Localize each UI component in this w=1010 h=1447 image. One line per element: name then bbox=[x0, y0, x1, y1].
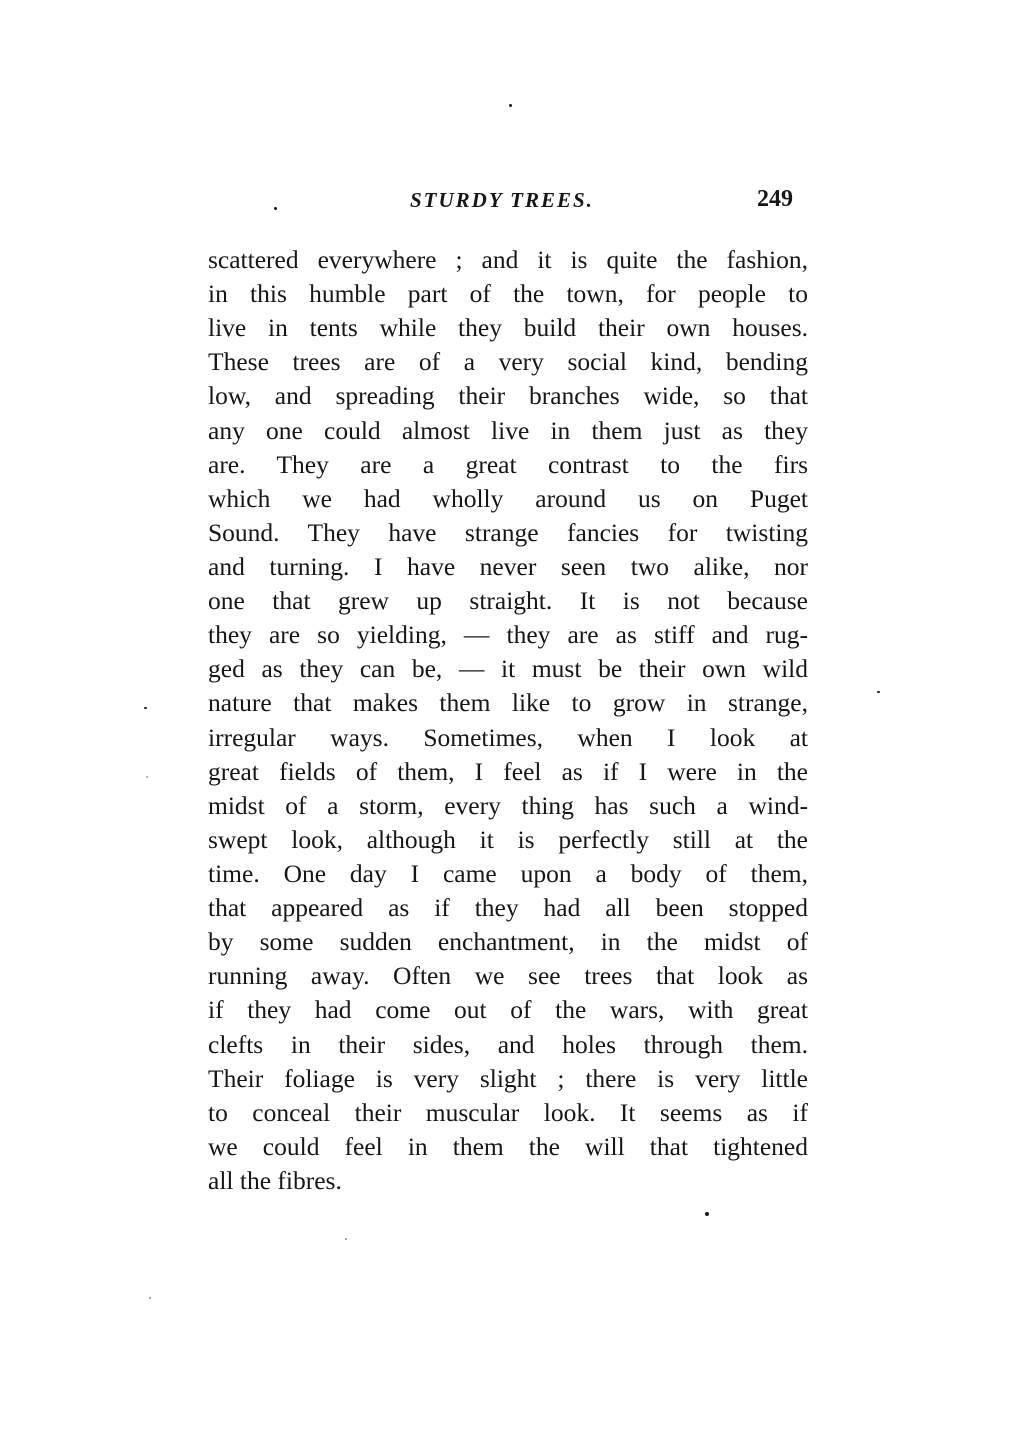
text-line: scattered everywhere ; and it is quite the fashion, bbox=[208, 245, 808, 274]
text-line: we could feel in them the will that tightened bbox=[208, 1131, 808, 1161]
text-line: great fields of them, I feel as if I were in the bbox=[208, 756, 808, 786]
scan-speck bbox=[509, 104, 512, 107]
text-line: in this humble part of the town, for people to bbox=[208, 279, 808, 309]
text-line: they are so yielding, — they are as stiff and rug- bbox=[208, 620, 808, 650]
text-line: one that grew up straight. It is not because bbox=[208, 586, 808, 616]
text-line: that appeared as if they had all been stopped bbox=[208, 893, 808, 923]
text-line: are. They are a great contrast to the firs bbox=[208, 449, 808, 479]
text-line: to conceal their muscular look. It seems as if bbox=[208, 1097, 808, 1127]
text-line: if they had come out of the wars, with great bbox=[208, 995, 808, 1025]
scan-speck bbox=[274, 207, 277, 210]
text-line: live in tents while they build their own houses. bbox=[208, 313, 808, 343]
page-number: 249 bbox=[757, 186, 793, 212]
text-line: These trees are of a very social kind, bending bbox=[208, 347, 808, 377]
text-line: any one could almost live in them just as they bbox=[208, 415, 808, 445]
text-line: all the fibres. bbox=[208, 1165, 342, 1195]
text-line: and turning. I have never seen two alike, nor bbox=[208, 551, 808, 581]
text-line: time. One day I came upon a body of them, bbox=[208, 858, 808, 888]
scan-speck bbox=[149, 1297, 151, 1299]
text-line: ged as they can be, — it must be their own wild bbox=[208, 654, 808, 684]
running-head bbox=[0, 186, 1010, 220]
text-line: which we had wholly around us on Puget bbox=[208, 483, 808, 513]
text-line: nature that makes them like to grow in strange, bbox=[208, 688, 808, 718]
text-line: swept look, although it is perfectly still at the bbox=[208, 824, 808, 854]
scan-speck bbox=[146, 776, 148, 778]
text-line: midst of a storm, every thing has such a wind- bbox=[208, 790, 808, 820]
text-line: irregular ways. Sometimes, when I look at bbox=[208, 722, 808, 752]
scan-speck bbox=[345, 1238, 347, 1240]
text-line: Sound. They have strange fancies for twisting bbox=[208, 517, 808, 547]
body-text bbox=[208, 243, 808, 1198]
scan-speck bbox=[705, 1212, 709, 1216]
text-line: by some sudden enchantment, in the midst of bbox=[208, 927, 808, 957]
scan-speck bbox=[144, 707, 147, 709]
text-line: running away. Often we see trees that look as bbox=[208, 961, 808, 991]
scan-speck bbox=[877, 691, 880, 693]
text-line: Their foliage is very slight ; there is very little bbox=[208, 1063, 808, 1093]
text-line: clefts in their sides, and holes through them. bbox=[208, 1029, 808, 1059]
text-line: low, and spreading their branches wide, so that bbox=[208, 381, 808, 411]
running-title: STURDY TREES. bbox=[410, 188, 594, 212]
